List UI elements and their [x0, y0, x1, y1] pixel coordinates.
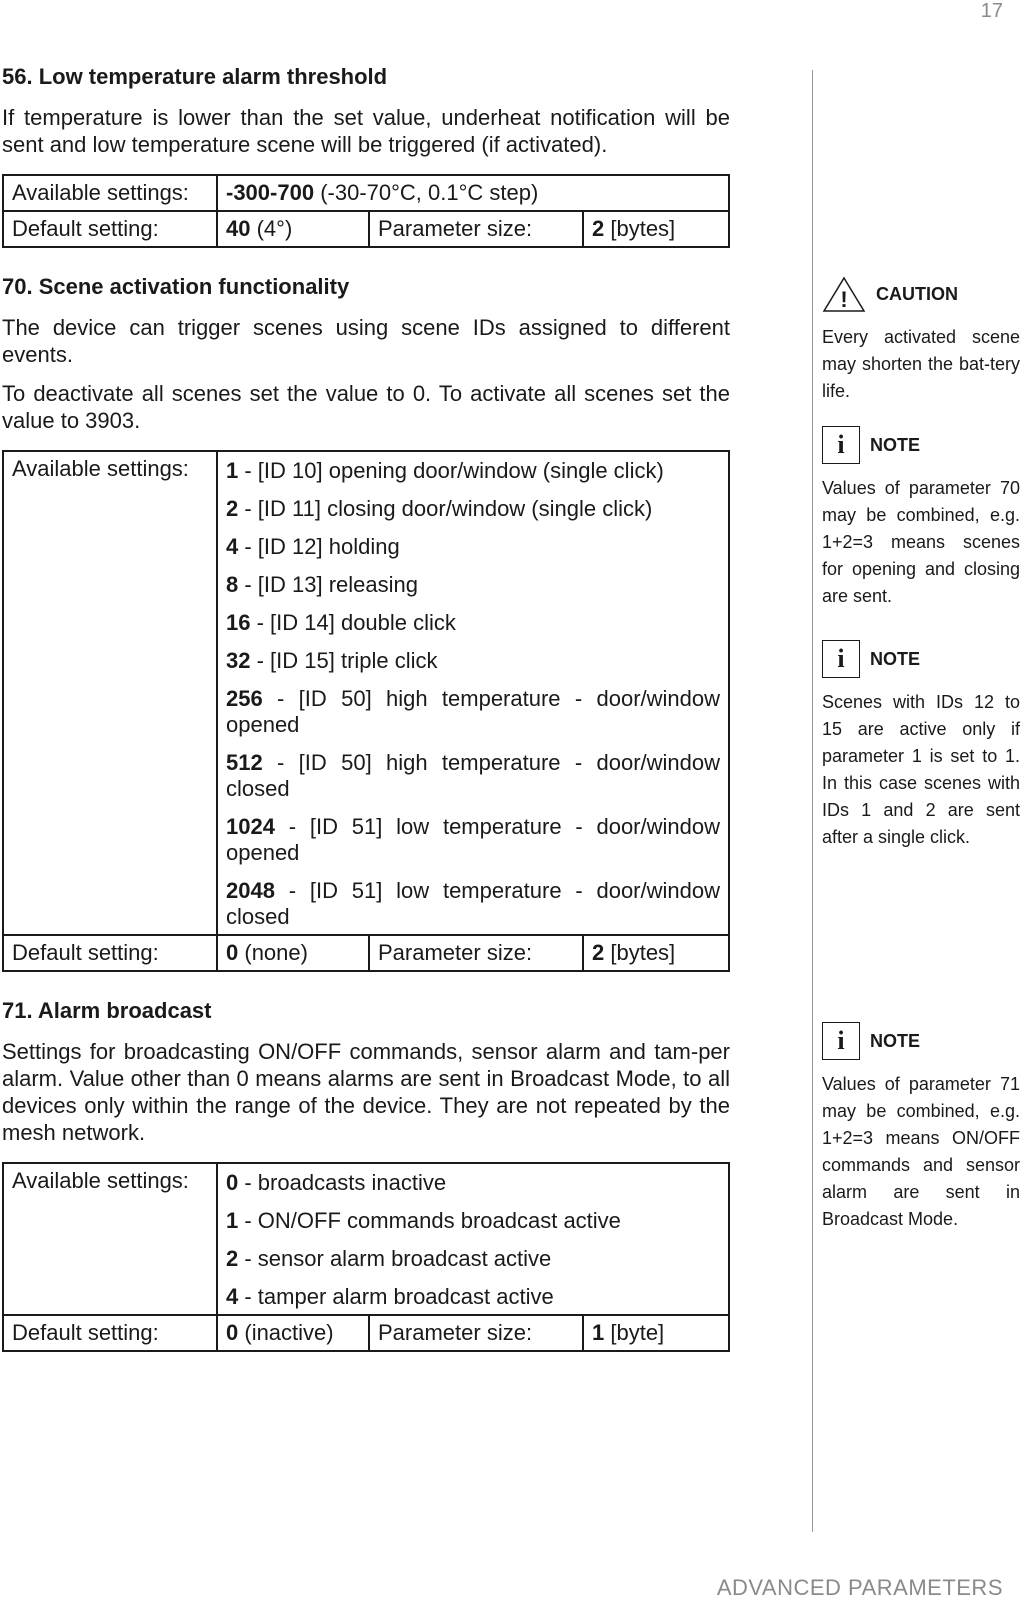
parameter-table [2, 174, 730, 248]
option-value: 32 [226, 648, 251, 673]
option-value: 256 [226, 686, 263, 711]
svg-text:!: ! [840, 287, 848, 312]
option-value: 8 [226, 572, 239, 597]
default-setting-value [217, 935, 369, 971]
value-text: (none) [238, 940, 308, 965]
option-item [226, 686, 720, 738]
option-item [226, 750, 720, 802]
default-setting-label: Default setting: [3, 211, 217, 247]
section-title: 70. Scene activation functionality [2, 274, 350, 299]
option-item [226, 878, 720, 930]
available-settings-label: Available settings: [3, 451, 217, 935]
available-settings-options [217, 1163, 729, 1315]
section-71 [2, 998, 730, 1352]
option-value: 2048 [226, 878, 275, 903]
option-item [226, 496, 720, 522]
parameter-size-value [583, 211, 729, 247]
section-description: The device can trigger scenes using scene IDs assigned to different events. [2, 315, 730, 367]
option-text: - [ID 50] high temperature - door/window opened [226, 686, 720, 737]
option-text: - [ID 15] triple click [250, 648, 438, 673]
option-text: - ON/OFF commands broadcast active [238, 1208, 621, 1233]
option-text: - [ID 14] double click [250, 610, 456, 635]
section-70 [2, 274, 730, 972]
callout-body: Values of parameter 70 may be combined, e.g. 1+2=3 means scenes for opening and closing are sent. [822, 478, 1020, 606]
option-item [226, 1208, 720, 1234]
value-text: [bytes] [604, 216, 676, 241]
value-text: (inactive) [238, 1320, 334, 1345]
section-description: If temperature is lower than the set value, underheat notification will be sent and low temperature scene will be triggered (if activated). [2, 105, 730, 157]
callout-header [822, 1021, 1020, 1061]
value-text: [byte] [604, 1320, 665, 1345]
callout-header [822, 425, 1020, 465]
parameter-table [2, 1162, 730, 1352]
option-item [226, 572, 720, 598]
option-text: - [ID 11] closing door/window (single click) [238, 496, 653, 521]
option-value: 1 [226, 458, 239, 483]
footer-section-label: ADVANCED PARAMETERS [716, 1575, 1003, 1600]
parameter-size-value [583, 1315, 729, 1351]
available-settings-options [217, 451, 729, 935]
info-icon: i [822, 640, 860, 678]
option-text: - [ID 12] holding [238, 534, 400, 559]
option-item [226, 1284, 720, 1310]
main-column [2, 64, 730, 1378]
warning-triangle-icon [822, 275, 866, 313]
section-title: 71. Alarm broadcast [2, 998, 212, 1023]
option-value: 4 [226, 1284, 239, 1309]
option-item [226, 1246, 720, 1272]
option-value: 4 [226, 534, 239, 559]
option-text: - [ID 51] low temperature - door/window opened [226, 814, 720, 865]
value-bold: 2 [592, 216, 605, 241]
column-divider [812, 70, 813, 1532]
note-callout-71 [822, 1021, 1020, 1233]
value-bold: 2 [592, 940, 605, 965]
option-text: - [ID 13] releasing [238, 572, 418, 597]
option-value: 2 [226, 1246, 239, 1271]
callout-title: CAUTION [876, 283, 958, 304]
option-value: 2 [226, 496, 239, 521]
value-text: (-30-70°C, 0.1°C step) [314, 180, 539, 205]
section-title: 56. Low temperature alarm threshold [2, 64, 388, 89]
option-text: - [ID 51] low temperature - door/window closed [226, 878, 720, 929]
info-icon: i [822, 426, 860, 464]
option-text: - broadcasts inactive [238, 1170, 447, 1195]
option-item [226, 648, 720, 674]
info-icon: i [822, 1022, 860, 1060]
callout-title: NOTE [870, 434, 921, 455]
note-callout-scenes [822, 639, 1020, 851]
value-bold: -300-700 [226, 180, 315, 205]
option-text: - [ID 10] opening door/window (single click) [238, 458, 664, 483]
note-callout-70 [822, 425, 1020, 610]
value-bold: 40 [226, 216, 251, 241]
available-settings-value [217, 175, 729, 211]
parameter-size-label: Parameter size: [369, 935, 583, 971]
caution-callout [822, 274, 1020, 405]
option-text: - tamper alarm broadcast active [238, 1284, 554, 1309]
option-item [226, 534, 720, 560]
callout-body: Scenes with IDs 12 to 15 are active only if parameter 1 is set to 1. In this case scenes with IDs 1 and 2 are sent after a single click. [822, 692, 1020, 847]
option-text: - [ID 50] high temperature - door/window closed [226, 750, 720, 801]
section-description: Settings for broadcasting ON/OFF commands, sensor alarm and tam-per alarm. Value other than 0 means alarms are sent in Broadcast Mode, to all devices only within the range of the device. They are not repeated by the mesh network. [2, 1039, 730, 1145]
callout-header [822, 274, 1020, 314]
option-item [226, 610, 720, 636]
option-item [226, 458, 720, 484]
value-text: (4°) [250, 216, 293, 241]
page-number: 17 [980, 0, 1003, 22]
section-description: To deactivate all scenes set the value to 0. To activate all scenes set the value to 3903. [2, 381, 730, 433]
default-setting-label: Default setting: [3, 935, 217, 971]
available-settings-label: Available settings: [3, 1163, 217, 1315]
option-value: 16 [226, 610, 251, 635]
callout-title: NOTE [870, 1030, 921, 1051]
option-item [226, 1170, 720, 1196]
parameter-size-value [583, 935, 729, 971]
default-setting-value [217, 211, 369, 247]
parameter-size-label: Parameter size: [369, 1315, 583, 1351]
default-setting-value [217, 1315, 369, 1351]
parameter-size-label: Parameter size: [369, 211, 583, 247]
available-settings-label: Available settings: [3, 175, 217, 211]
value-text: [bytes] [604, 940, 676, 965]
default-setting-label: Default setting: [3, 1315, 217, 1351]
value-bold: 0 [226, 940, 239, 965]
callout-body: Every activated scene may shorten the bat-tery life. [822, 327, 1020, 401]
value-bold: 0 [226, 1320, 239, 1345]
callout-title: NOTE [870, 648, 921, 669]
parameter-table [2, 450, 730, 972]
option-value: 512 [226, 750, 263, 775]
callout-body: Values of parameter 71 may be combined, e.g. 1+2=3 means ON/OFF commands and sensor alarm are sent in Broadcast Mode. [822, 1074, 1020, 1229]
option-value: 1024 [226, 814, 275, 839]
value-bold: 1 [592, 1320, 605, 1345]
option-item [226, 814, 720, 866]
option-value: 0 [226, 1170, 239, 1195]
section-56 [2, 64, 730, 248]
callout-header [822, 639, 1020, 679]
option-value: 1 [226, 1208, 239, 1233]
option-text: - sensor alarm broadcast active [238, 1246, 552, 1271]
